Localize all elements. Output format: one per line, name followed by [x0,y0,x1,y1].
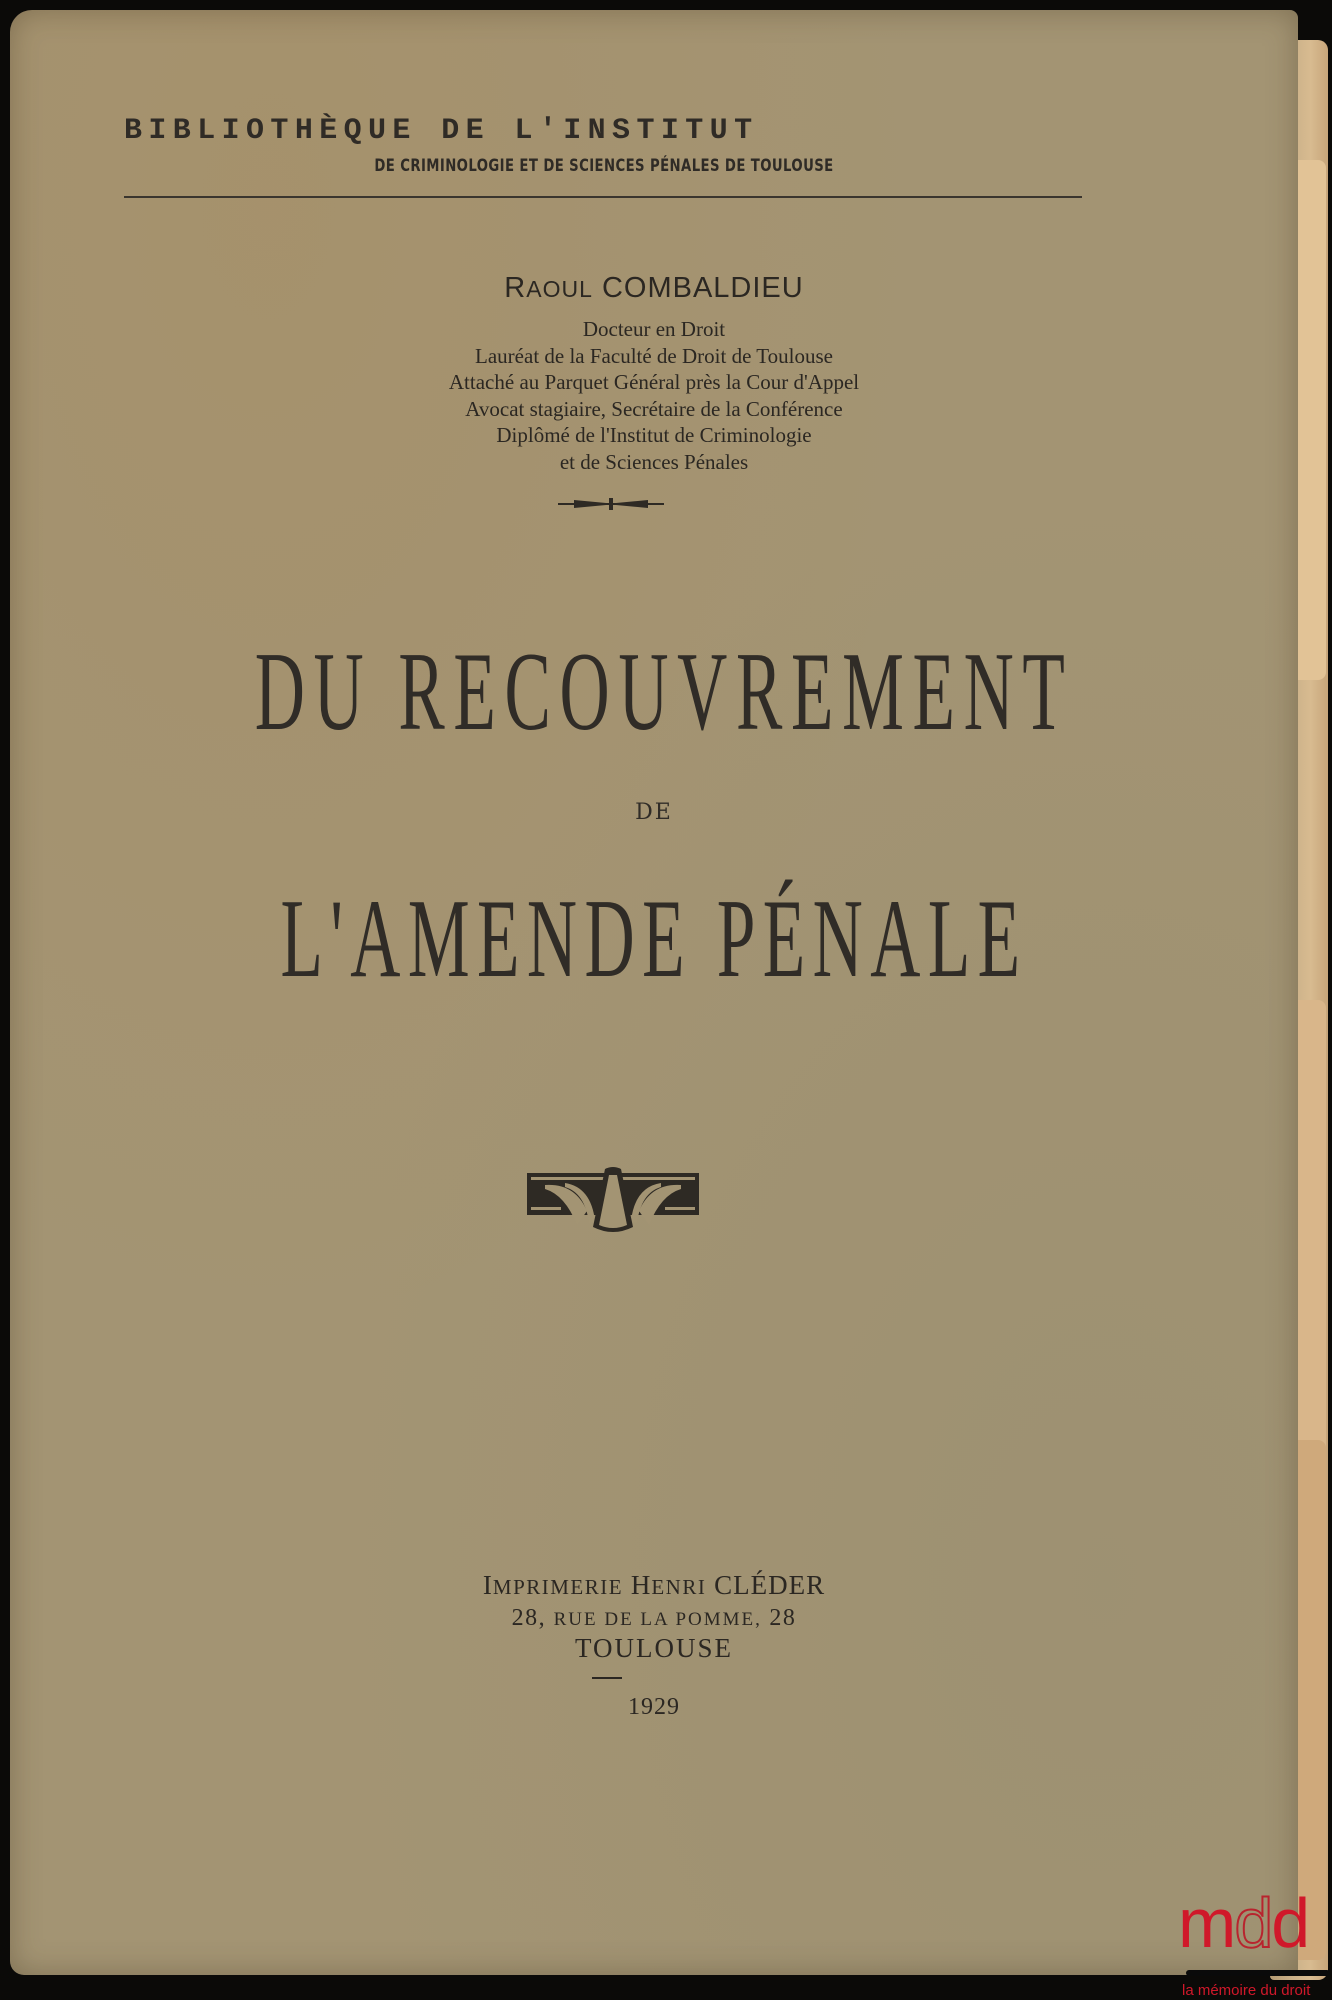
address-number-end: 28 [769,1605,797,1631]
dash-ornament-icon [556,498,666,510]
header-rule [124,196,1082,198]
author-last-name: COMBALDIEU [601,272,804,304]
series-title: BIBLIOTHÈQUE DE L'INSTITUT [124,114,759,148]
series-subtitle: DE CRIMINOLOGIE ET DE SCIENCES PÉNALES DE TOULOUSE [374,156,834,176]
logo-letter: d [1271,1884,1309,1962]
credential-line: Attaché au Parquet Général près la Cour d'Appel [448,370,860,394]
printer-line [10,1570,1298,1601]
address-number: 28, [511,1605,547,1631]
credential-line: Avocat stagiaire, Secrétaire de la Conférence [465,396,843,421]
printer-prefix: IMPRIMERIE HENRI [482,1570,707,1600]
address-line [10,1605,1298,1632]
city: TOULOUSE [574,1633,733,1663]
logo-tagline: la mémoire du droit [1182,1982,1311,1999]
credential-line: Docteur en Droit [582,317,726,341]
title-connector: DE [635,800,673,825]
mdd-watermark-logo [1168,1884,1332,2000]
title-line-2: L'AMENDE PÉNALE [280,877,1028,1001]
logo-letter: m [1178,1884,1235,1962]
logo-bar [1186,1970,1330,1976]
title-line-1: DU RECOUVREMENT [254,630,1074,754]
author-name [10,272,1298,305]
imprint-rule [592,1677,622,1679]
printer-name: CLÉDER [714,1570,826,1600]
logo-letter: d [1234,1884,1272,1962]
credential-line: Lauréat de la Faculté de Droit de Toulouse [475,343,833,368]
publication-year: 1929 [628,1694,680,1720]
address-street: RUE DE LA POMME, [553,1609,762,1630]
art-deco-vignette-icon [525,1165,701,1237]
book-cover [10,10,1298,1975]
mdd-logo-icon [1178,1884,1309,1962]
credential-line: Diplômé de l'Institut de Criminologie [496,423,812,447]
author-credentials [10,316,1298,475]
credential-line: et de Sciences Pénales [559,449,749,474]
author-first-name: RAOUL [504,272,593,304]
